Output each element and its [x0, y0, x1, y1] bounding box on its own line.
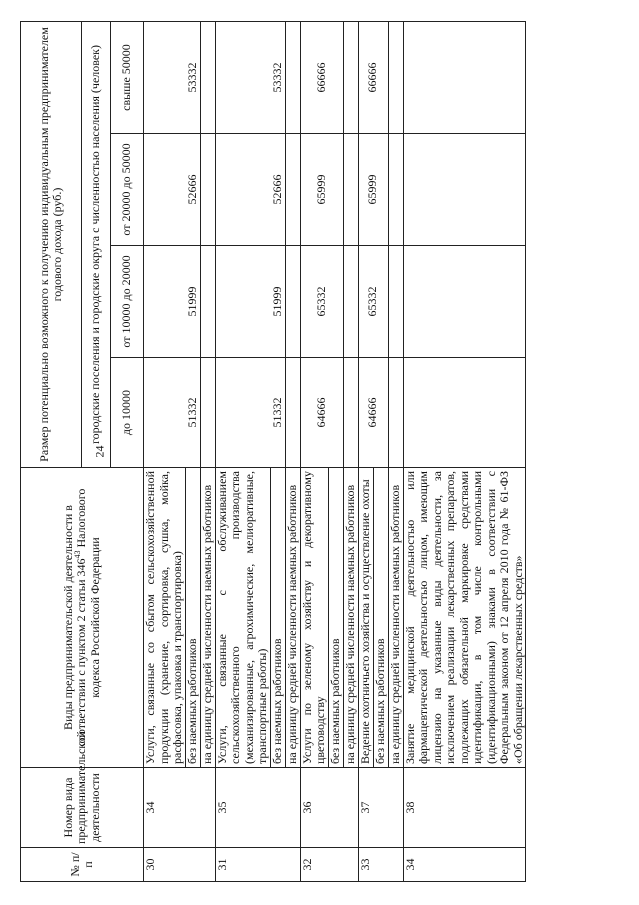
- row-sub-per-employee: на единицу средней численности наемных работников: [343, 468, 358, 768]
- empty-cell: [403, 246, 526, 358]
- row-no: 33: [358, 848, 403, 882]
- empty-cell: [343, 246, 358, 358]
- row-value: 53332: [215, 21, 285, 133]
- row-value: 52666: [144, 134, 201, 246]
- header-col-1: до 10000: [111, 358, 144, 468]
- header-col-4: свыше 50000: [111, 21, 144, 133]
- row-code: 35: [215, 768, 300, 848]
- empty-cell: [285, 21, 300, 133]
- header-no: № п/п: [21, 848, 144, 882]
- row-title: Услуги по зеленому хозяйству и декоративному цветоводству: [300, 468, 328, 768]
- row-value: 51332: [215, 358, 285, 468]
- empty-cell: [343, 358, 358, 468]
- row-sub-per-employee: на единицу средней численности наемных работников: [200, 468, 215, 768]
- row-code: 36: [300, 768, 358, 848]
- rotated-table-wrapper: [20, 22, 610, 882]
- empty-cell: [200, 21, 215, 133]
- income-table: [20, 21, 526, 882]
- empty-cell: [343, 134, 358, 246]
- row-value: 66666: [358, 21, 388, 133]
- empty-cell: [200, 358, 215, 468]
- row-value: 53332: [144, 21, 201, 133]
- header-activity-no: Номер вида предпринимательской деятельности: [21, 768, 144, 848]
- empty-cell: [343, 21, 358, 133]
- row-title: Занятие медицинской деятельностью или фармацевтической деятельностью лицом, имеющим лицензию на указанные виды деятельности, за исключением реализации лекарственных препаратов, подлежащих обязательной маркировке средствами идентификации, в том числе контрольными (идентификационными) знаками в соответствии с Федеральным законом от 12 апреля 2010 года № 61-ФЗ «Об обращении лекарственных средств»: [403, 468, 526, 768]
- empty-cell: [388, 246, 403, 358]
- empty-cell: [388, 358, 403, 468]
- row-sub-no-employees: без наемных работников: [373, 468, 388, 768]
- empty-cell: [200, 134, 215, 246]
- row-sub-per-employee: на единицу средней численности наемных работников: [285, 468, 300, 768]
- empty-cell: [285, 246, 300, 358]
- row-value: 64666: [358, 358, 388, 468]
- row-sub-no-employees: без наемных работников: [328, 468, 343, 768]
- header-col-2: от 10000 до 20000: [111, 246, 144, 358]
- row-code: 34: [144, 768, 216, 848]
- empty-cell: [403, 358, 526, 468]
- empty-cell: [403, 134, 526, 246]
- row-value: 51999: [215, 246, 285, 358]
- row-value: 65332: [300, 246, 343, 358]
- row-code: 38: [403, 768, 526, 848]
- row-value: 65999: [300, 134, 343, 246]
- header-activity-sup: 43: [73, 550, 83, 559]
- row-sub-no-employees: без наемных работников: [185, 468, 200, 768]
- row-value: 51999: [144, 246, 201, 358]
- row-no: 34: [403, 848, 526, 882]
- row-sub-per-employee: на единицу средней численности наемных работников: [388, 468, 403, 768]
- row-value: 52666: [215, 134, 285, 246]
- empty-cell: [403, 21, 526, 133]
- row-sub-no-employees: без наемных работников: [270, 468, 285, 768]
- row-title: Услуги, связанные со сбытом сельскохозяйственной продукции (хранение, сортировка, сушка, мойка, расфасовка, упаковка и транспортировка): [144, 468, 186, 768]
- header-income: Размер потенциально возможного к получению индивидуальным предпринимателем годового дохода (руб.): [21, 21, 82, 467]
- header-activity-tail: Налогового кодекса Российской Федерации: [74, 488, 102, 698]
- empty-cell: [200, 246, 215, 358]
- header-activity: [21, 468, 144, 768]
- empty-cell: [285, 358, 300, 468]
- row-no: 31: [215, 848, 300, 882]
- row-title: Ведение охотничьего хозяйства и осуществление охоты: [358, 468, 373, 768]
- row-value: 65332: [358, 246, 388, 358]
- header-activity-text: Виды предпринимательской деятельности в соответствии с пунктом 2 статьи 346: [60, 505, 89, 747]
- row-no: 32: [300, 848, 358, 882]
- row-value: 51332: [144, 358, 201, 468]
- row-value: 66666: [300, 21, 343, 133]
- row-value: 65999: [358, 134, 388, 246]
- page-number: 24: [92, 445, 107, 458]
- row-no: 30: [144, 848, 216, 882]
- header-col-3: от 20000 до 50000: [111, 134, 144, 246]
- empty-cell: [388, 21, 403, 133]
- header-settlements: городские поселения и городские округа с численностью населения (человек): [82, 21, 111, 467]
- row-code: 37: [358, 768, 403, 848]
- row-value: 64666: [300, 358, 343, 468]
- empty-cell: [285, 134, 300, 246]
- empty-cell: [388, 134, 403, 246]
- row-title: Услуги, связанные с обслуживанием сельскохозяйственного производства (механизированные, агрохимические, мелиоративные, транспортные работы): [215, 468, 270, 768]
